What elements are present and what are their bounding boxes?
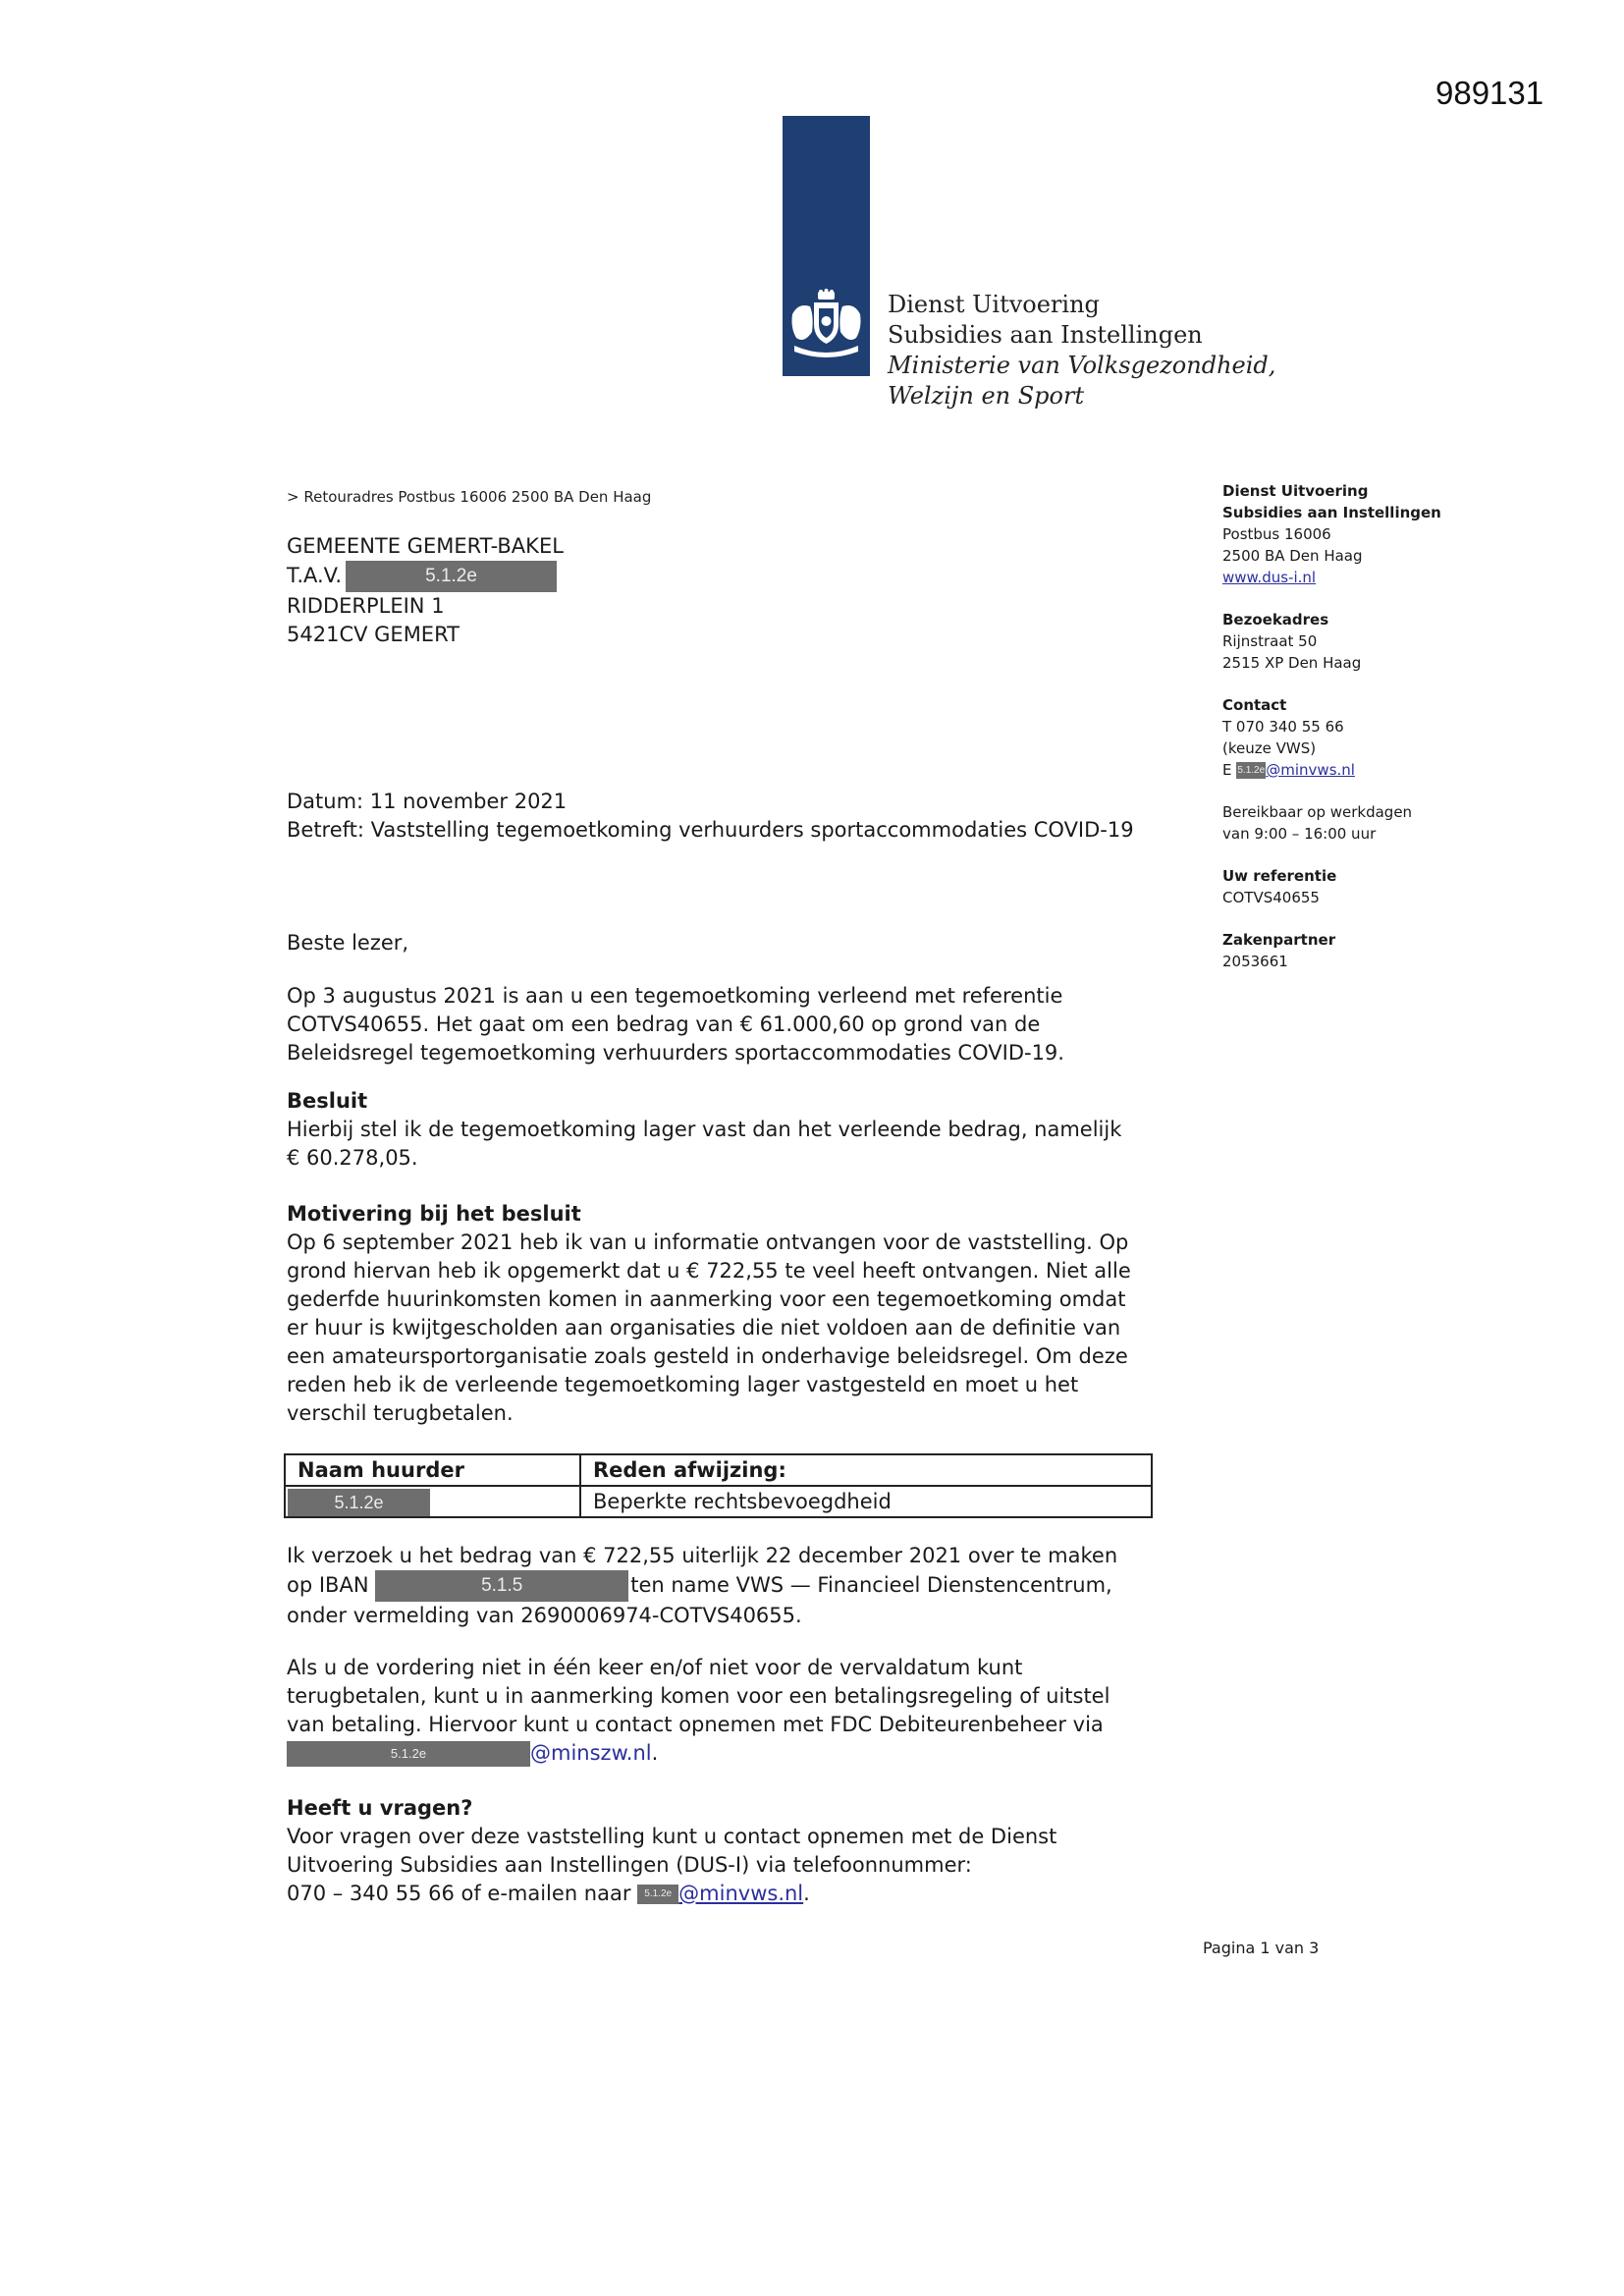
contact-phone: T 070 340 55 66 — [1222, 718, 1344, 736]
motivation-line: reden heb ik de verleende tegemoetkoming lager vastgesteld en moet u het — [287, 1373, 1079, 1396]
motivation-heading: Motivering bij het besluit — [287, 1202, 581, 1226]
payment-paragraph — [287, 1542, 1170, 1630]
logo-line-4: Welzijn en Sport — [888, 382, 1085, 410]
contact-phone-note: (keuze VWS) — [1222, 739, 1317, 757]
column-header-tenant: Naam huurder — [285, 1454, 580, 1486]
recipient-city: 5421CV GEMERT — [287, 623, 460, 646]
fdc-email-link[interactable]: @minszw.nl — [530, 1741, 652, 1765]
logo-line-3: Ministerie van Volksgezondheid, — [888, 352, 1276, 379]
reference-value: COTVS40655 — [1222, 889, 1320, 906]
email-link[interactable]: @minvws.nl — [1266, 761, 1355, 779]
iban-suffix: ten name VWS — Financieel Dienstencentrum, — [630, 1573, 1112, 1597]
questions-heading: Heeft u vragen? — [287, 1796, 473, 1820]
attention-label: T.A.V. — [287, 564, 343, 587]
sidebar-postbus: Postbus 16006 — [1222, 525, 1331, 543]
column-header-reason: Reden afwijzing: — [580, 1454, 1152, 1486]
sentence-end: . — [803, 1882, 810, 1905]
arrangement-line: van betaling. Hiervoor kunt u contact opnemen met FDC Debiteurenbeheer via — [287, 1713, 1104, 1736]
logo-line-1: Dienst Uitvoering — [888, 291, 1100, 318]
partner-label: Zakenpartner — [1222, 931, 1336, 949]
motivation-line: er huur is kwijtgescholden aan organisaties die niet voldoen aan de definitie van — [287, 1316, 1121, 1339]
recipient-street: RIDDERPLEIN 1 — [287, 594, 445, 618]
rejection-table — [284, 1453, 1153, 1518]
questions-prefix: 070 – 340 55 66 of e-mailen naar — [287, 1882, 631, 1905]
website-link[interactable]: www.dus-i.nl — [1222, 569, 1317, 586]
motivation-line: verschil terugbetalen. — [287, 1401, 514, 1425]
return-address: > Retouradres Postbus 16006 2500 BA Den Haag — [287, 488, 652, 506]
motivation-line: Op 6 september 2021 heb ik van u informatie ontvangen voor de vaststelling. Op — [287, 1230, 1129, 1254]
decision-section — [287, 1087, 1170, 1173]
visit-address-label: Bezoekadres — [1222, 611, 1329, 629]
decision-line: Hierbij stel ik de tegemoetkoming lager vast dan het verleende bedrag, namelijk — [287, 1118, 1122, 1141]
visit-street: Rijnstraat 50 — [1222, 632, 1318, 650]
salutation: Beste lezer, — [287, 931, 409, 955]
questions-section — [287, 1794, 1170, 1908]
questions-email-line — [287, 1880, 1170, 1908]
motivation-line: een amateursportorganisatie zoals gesteld in onderhavige beleidsregel. Om deze — [287, 1344, 1128, 1368]
redaction-block: 5.1.2e — [637, 1885, 678, 1904]
questions-line: Uitvoering Subsidies aan Instellingen (DUS-I) via telefoonnummer: — [287, 1853, 972, 1877]
document-number: 989131 — [1435, 75, 1544, 111]
arrangement-line: terugbetalen, kunt u in aanmerking komen voor een betalingsregeling of uitstel — [287, 1684, 1110, 1708]
intro-paragraph — [287, 982, 1170, 1067]
reason-cell: Beperkte rechtsbevoegdheid — [580, 1486, 1152, 1517]
sender-sidebar — [1222, 480, 1517, 972]
questions-line: Voor vragen over deze vaststelling kunt u contact opnemen met de Dienst — [287, 1825, 1057, 1848]
motivation-line: gederfde huurinkomsten komen in aanmerking voor een tegemoetkoming omdat — [287, 1287, 1126, 1311]
sentence-end: . — [651, 1741, 659, 1765]
logo-line-2: Subsidies aan Instellingen — [888, 321, 1203, 349]
email-prefix: E — [1222, 761, 1232, 779]
logo-bar — [783, 116, 870, 376]
dusi-email-link[interactable]: @minvws.nl — [678, 1882, 804, 1905]
table-header-row — [285, 1454, 1152, 1486]
subject-line: Betreft: Vaststelling tegemoetkoming verhuurders sportaccommodaties COVID-19 — [287, 818, 1134, 842]
arrangement-line: Als u de vordering niet in één keer en/of niet voor de vervaldatum kunt — [287, 1656, 1023, 1679]
date-line: Datum: 11 november 2021 — [287, 790, 568, 813]
redaction-block: 5.1.2e — [1236, 762, 1266, 779]
tenant-cell — [285, 1486, 580, 1517]
motivation-line: grond hiervan heb ik opgemerkt dat u € 722,55 te veel heeft ontvangen. Niet alle — [287, 1259, 1131, 1283]
intro-line: COTVS40655. Het gaat om een bedrag van € 61.000,60 op grond van de — [287, 1012, 1041, 1036]
redaction-block: 5.1.2e — [287, 1741, 530, 1767]
redaction-block: 5.1.2e — [288, 1489, 430, 1516]
partner-value: 2053661 — [1222, 953, 1288, 970]
reference-label: Uw referentie — [1222, 867, 1337, 885]
motivation-section — [287, 1200, 1170, 1428]
payment-line: Ik verzoek u het bedrag van € 722,55 uiterlijk 22 december 2021 over te maken — [287, 1544, 1118, 1567]
page-number: Pagina 1 van 3 — [1203, 1939, 1320, 1957]
recipient-address — [287, 532, 564, 649]
payment-iban-line — [287, 1570, 1170, 1602]
sidebar-postcode: 2500 BA Den Haag — [1222, 547, 1363, 565]
decision-line: € 60.278,05. — [287, 1146, 418, 1170]
sidebar-org-line-2: Subsidies aan Instellingen — [1222, 504, 1441, 521]
iban-prefix: op IBAN — [287, 1573, 369, 1597]
payment-line: onder vermelding van 2690006974-COTVS40655. — [287, 1604, 802, 1627]
intro-line: Beleidsregel tegemoetkoming verhuurders sportaccommodaties COVID-19. — [287, 1041, 1064, 1065]
organization-logo-text — [888, 290, 1275, 411]
recipient-name: GEMEENTE GEMERT-BAKEL — [287, 534, 564, 558]
letter-meta — [287, 788, 1170, 845]
hours-line-2: van 9:00 – 16:00 uur — [1222, 825, 1377, 843]
intro-line: Op 3 augustus 2021 is aan u een tegemoetkoming verleend met referentie — [287, 984, 1063, 1008]
arrangement-email-line — [287, 1739, 1170, 1768]
redaction-block: 5.1.5 — [375, 1570, 628, 1602]
table-row — [285, 1486, 1152, 1517]
decision-heading: Besluit — [287, 1089, 368, 1113]
hours-line-1: Bereikbaar op werkdagen — [1222, 803, 1413, 821]
recipient-attention — [287, 561, 564, 592]
redaction-block: 5.1.2e — [346, 561, 557, 592]
sidebar-org-line-1: Dienst Uitvoering — [1222, 482, 1369, 500]
coat-of-arms-icon — [788, 289, 864, 357]
arrangement-paragraph — [287, 1654, 1170, 1768]
contact-label: Contact — [1222, 696, 1287, 714]
contact-email — [1222, 759, 1517, 781]
visit-city: 2515 XP Den Haag — [1222, 654, 1362, 672]
